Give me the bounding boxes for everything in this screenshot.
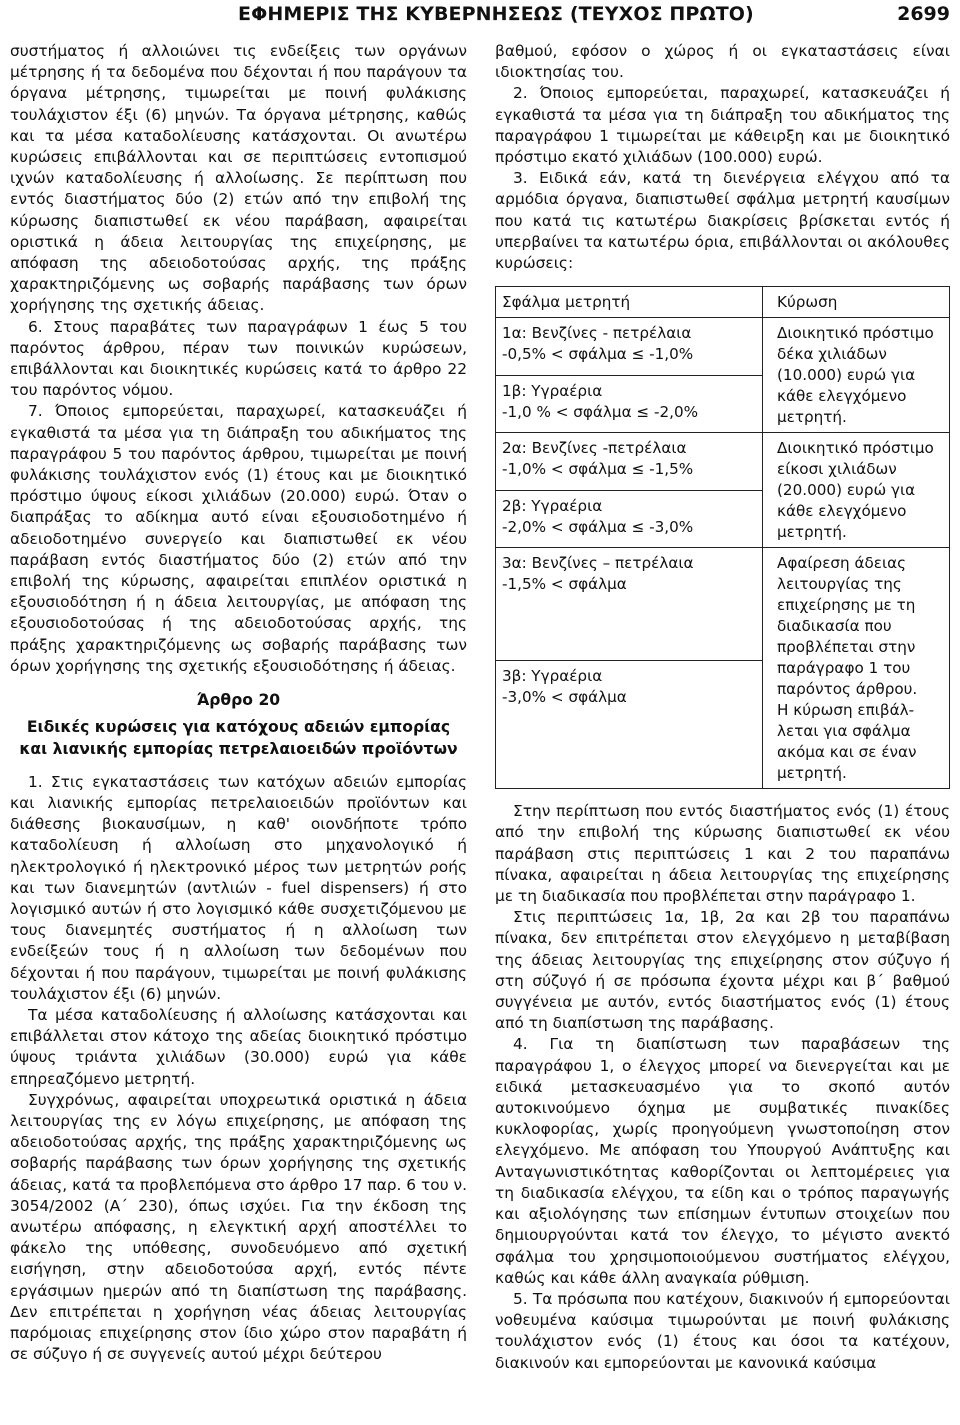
table-cell xyxy=(496,490,763,548)
page-number: 2699 xyxy=(897,3,950,25)
cell-line: 1β: Υγραέρια xyxy=(502,381,603,400)
article-title-line: Ειδικές κυρώσεις για κατόχους αδειών εμπορίας xyxy=(26,718,451,737)
paragraph: 3. Ειδικά εάν, κατά τη διενέργεια ελέγχου από τα αρμόδια όργανα, διαπιστωθεί σφάλμα μετρητή καυσίμων που κατά τις κατωτέρω διακρίσεις βρίσκεται εντός ή υπερβαίνει τα κατωτέρω όρια, επιβάλλονται οι ακόλουθες κυρώσεις: xyxy=(495,169,950,273)
cell-line: 1α: Βενζίνες - πετρέλαια xyxy=(502,324,692,343)
table-header-cell: Κύρωση xyxy=(763,287,950,318)
cell-line: μετρητή. xyxy=(777,523,847,542)
cell-line: (20.000) ευρώ για xyxy=(777,481,916,500)
cell-line: μετρητή. xyxy=(777,408,847,427)
table-header-cell: Σφάλμα μετρητή xyxy=(496,287,763,318)
cell-line: Η κύρωση επιβάλ- xyxy=(777,701,915,720)
table-row xyxy=(496,433,950,491)
paragraph: 4. Για τη διαπίστωση των παραβάσεων της παραγράφου 1, ο έλεγχος μπορεί να διενεργείται και με ειδικά μετασκευασμένο για το σκοπό αυτόν αυτοκινούμενο όχημα με συμβατικές πινακίδες κυκλοφορίας, χωρίς προηγούμενη γνωστοποίηση στον ελεγχόμενο. Με απόφαση του Υπουργού Ανάπτυξης και Ανταγωνιστικότητας καθορίζονται οι λεπτομέρειες για τη διαδικασία ελέγχου, τα είδη και ο τρόπος παραγωγής και αξιολόγησης των επίσημων έντυπων στοιχείων που δημιουργούνται κατά τον έλεγχο, το μέγιστο ανεκτό σφάλμα του χρησιμοποιούμενου συστήματος ελέγχου, καθώς και κάθε άλλη αναγκαία ρύθμιση. xyxy=(495,1035,950,1287)
cell-line: είκοσι χιλιάδων xyxy=(777,460,897,479)
left-column xyxy=(10,41,467,1365)
cell-line: -0,5% < σφάλμα ≤ -1,0% xyxy=(502,345,694,364)
cell-line: παρόντος άρθρου. xyxy=(777,680,918,699)
cell-line: 2α: Βενζίνες -πετρέλαια xyxy=(502,439,687,458)
cell-line: Διοικητικό πρόστιμο xyxy=(777,439,934,458)
paragraph: 6. Στους παραβάτες των παραγράφων 1 έως 5 του παρόντος άρθρου, πέραν των ποινικών κυρώσεων, επιβάλλονται και διοικητικές κυρώσεις κατά το άρθρο 22 του παρόντος νόμου. xyxy=(10,317,467,400)
cell-line: ακόμα και σε έναν xyxy=(777,743,917,762)
cell-line: 3β: Υγραέρια xyxy=(502,667,603,686)
table-cell xyxy=(496,375,763,433)
cell-line: προβλέπεται στην xyxy=(777,638,916,657)
penalties-table xyxy=(495,286,950,789)
gazette-title: ΕΦΗΜΕΡΙΣ ΤΗΣ ΚΥΒΕΡΝΗΣΕΩΣ (ΤΕΥΧΟΣ ΠΡΩΤΟ) xyxy=(238,3,754,25)
cell-line: -1,0 % < σφάλμα ≤ -2,0% xyxy=(502,402,699,421)
cell-line: Διοικητικό πρόστιμο xyxy=(777,324,934,343)
paragraph: Στις περιπτώσεις 1α, 1β, 2α και 2β του παραπάνω πίνακα, δεν επιτρέπεται στον ελεγχόμενο η μεταβίβαση της άδειας λειτουργίας της επιχείρησης στον σύζυγο ή στη σύζυγό ή σε πρόσωπα έχοντα μέχρι και β΄ βαθμού συγγένεια με αυτόν, εντός διαστήματος ενός (1) έτους από τη διαπίστωση της παράβασης. xyxy=(495,908,950,1033)
table-cell xyxy=(496,433,763,491)
table-row xyxy=(496,318,950,376)
cell-line: -1,5% < σφάλμα xyxy=(502,575,627,594)
table-cell xyxy=(496,548,763,661)
table-row xyxy=(496,548,950,661)
paragraph: 5. Τα πρόσωπα που κατέχουν, διακινούν ή εμπορεύονται νοθευμένα καύσιμα τιμωρούνται με ποινή φυλάκισης τουλάχιστον ενός (1) έτους και όσοι τα κατέχουν, διακινούν και εμπορεύονται με κανονικά καύσιμα xyxy=(495,1289,950,1372)
cell-line: επιχείρησης με τη xyxy=(777,596,916,615)
paragraph: συστήματος ή αλλοιώνει τις ενδείξεις των οργάνων μέτρησης ή τα δεδομένα που δέχονται ή που παράγουν τα όργανα μέτρησης, τιμωρείται με ποινή φυλάκισης τουλάχιστον έξι (6) μηνών. Τα όργανα μέτρησης, καθώς και τα μέσα καταδολίευσης κατάσχονται. Οι ανωτέρω κυρώσεις επιβάλλονται και σε περιπτώσεις εντοπισμού ιχνών καταδολίευσης ή αλλοίωσης. Σε περίπτωση που εντός διαστήματος δύο (2) ετών από την επιβολή της κύρωσης διαπιστωθεί εκ νέου παράβαση, αφαιρείται οριστικά η άδεια λειτουργίας της επιχείρησης, με απόφαση της αδειοδοτούσας αρχής, της πράξης χαρακτηριζόμενης ως σοβαρής παράβασης των όρων χορήγησης της σχετικής άδειας. xyxy=(10,42,467,315)
right-column xyxy=(495,41,950,1374)
paragraph: 1. Στις εγκαταστάσεις των κατόχων αδειών εμπορίας και λιανικής εμπορίας πετρελαιοειδών προϊόντων και διάθεσης βιοκαυσίμων, η καθ' οιονδήποτε τρόπο καταδολίευση ή αλλοίωση στο μηχανολογικό ή ηλεκτρολογικό ή ηλεκτρονικό μέρος των μετρητών ροής και των διανεμητών (αντλιών - fuel dispensers) ή στο λογισμικό αυτών ή στο λογισμικό κάθε συσχετιζόμενου με τους διανεμητές συστήματος ή η αλλοίωση των ενδείξεών τους ή η αλλοίωση των δεδομένων που δέχονται ή που παράγουν, τιμωρείται με ποινή φυλάκισης τουλάχιστον έξι (6) μηνών. xyxy=(10,772,467,1003)
cell-line: κάθε ελεγχόμενο xyxy=(777,502,907,521)
paragraph: βαθμού, εφόσον ο χώρος ή οι εγκαταστάσεις είναι ιδιοκτησίας του. xyxy=(495,42,950,82)
paragraph: 7. Όποιος εμπορεύεται, παραχωρεί, κατασκευάζει ή εγκαθιστά τα μέσα για τη διάπραξη του αδικήματος της παραγράφου 5 του παρόντος άρθρου, τιμωρείται με ποινή φυλάκισης τουλάχιστον ενός (1) έτους και με διοικητικό πρόστιμο ύψους είκοσι χιλιάδων (20.000) ευρώ. Όταν ο διαπράξας το αδίκημα αυτό είναι εξουσιοδοτημένο ή αδειοδοτημένο συνεργείο και διαπιστωθεί εκ νέου παράβαση εντός διαστήματος δύο (2) ετών από την επιβολή της κύρωσης, αφαιρείται επιπλέον οριστικά η εξουσιοδότηση ή η άδεια λειτουργίας, με απόφαση της εξουσιοδοτούσας ή της αδειοδοτούσας αρχής, της πράξης χαρακτηριζόμενης ως σοβαρής παράβασης των όρων χορήγησης της σχετικής εξουσιοδότησης ή άδειας. xyxy=(10,402,467,675)
cell-line: λειτουργίας της xyxy=(777,575,902,594)
article-title-line: και λιανικής εμπορίας πετρελαιοειδών προϊόντων xyxy=(19,739,458,758)
paragraph: Τα μέσα καταδολίευσης ή αλλοίωσης κατάσχονται και επιβάλλεται στον κάτοχο της αδείας διοικητικό πρόστιμο ύψους τριάντα χιλιάδων (30.000) ευρώ για κάθε επηρεαζόμενο μετρητή. xyxy=(10,1005,467,1088)
article-title xyxy=(10,717,467,759)
table-cell xyxy=(763,433,950,548)
cell-line: διαδικασία που xyxy=(777,617,892,636)
cell-line: -1,0% < σφάλμα ≤ -1,5% xyxy=(502,460,694,479)
cell-line: παράγραφο 1 του xyxy=(777,659,911,678)
table-cell xyxy=(763,548,950,789)
paragraph: Στην περίπτωση που εντός διαστήματος ενός (1) έτους από την επιβολή της κύρωσης διαπιστωθεί εκ νέου παράβαση στις περιπτώσεις 1 και 2 του παραπάνω πίνακα, αφαιρείται η άδεια λειτουργίας της επιχείρησης με τη διαδικασία που προβλέπεται στην παράγραφο 1. xyxy=(495,802,950,906)
table-header-row xyxy=(496,287,950,318)
cell-line: λεται για σφάλμα xyxy=(777,722,911,741)
cell-line: Αφαίρεση άδειας xyxy=(777,554,907,573)
cell-line: (10.000) ευρώ για xyxy=(777,366,916,385)
cell-line: μετρητή. xyxy=(777,764,847,783)
cell-line: 3α: Βενζίνες – πετρέλαια xyxy=(502,554,694,573)
cell-line: -3,0% < σφάλμα xyxy=(502,688,627,707)
article-number: Άρθρο 20 xyxy=(196,691,281,710)
paragraph: 2. Όποιος εμπορεύεται, παραχωρεί, κατασκευάζει ή εγκαθιστά τα μέσα για τη διάπραξη του αδικήματος της παραγράφου 1 τιμωρείται με κάθειρξη και με διοικητικό πρόστιμο εκατό χιλιάδων (100.000) ευρώ. xyxy=(495,84,950,167)
cell-line: 2β: Υγραέρια xyxy=(502,496,603,515)
table-cell xyxy=(763,318,950,433)
paragraph: Συγχρόνως, αφαιρείται υποχρεωτικά οριστικά η άδεια λειτουργίας της εν λόγω επιχείρησης, με απόφαση της αδειοδοτούσας αρχής, της πράξης χαρακτηριζόμενης ως σοβαρής παράβασης των όρων χορήγησης της σχετικής άδειας, κατά τα προβλεπόμενα στο άρθρο 17 παρ. 6 του ν. 3054/2002 (Α΄ 230), όπως ισχύει. Για την έκδοση της ανωτέρω απόφασης, η ελεγκτική αρχή αποστέλλει το φάκελο της υπόθεσης, συνοδευόμενο από σχετική εισήγηση, στην αδειοδοτούσα αρχή, εντός πέντε εργάσιμων ημερών από τη διαπίστωση της παράβασης. Δεν επιτρέπεται η χορήγηση νέας άδειας λειτουργίας παρόμοιας επιχείρησης στον ίδιο χώρο στον παραβάτη ή σε σύζυγο ή σε συγγενείς αυτού μέχρι δεύτερου xyxy=(10,1090,467,1364)
cell-line: κάθε ελεγχόμενο xyxy=(777,387,907,406)
cell-line: δέκα χιλιάδων xyxy=(777,345,887,364)
page-header xyxy=(0,0,960,36)
cell-line: -2,0% < σφάλμα ≤ -3,0% xyxy=(502,517,694,536)
table-cell xyxy=(496,318,763,376)
table-cell xyxy=(496,661,763,789)
